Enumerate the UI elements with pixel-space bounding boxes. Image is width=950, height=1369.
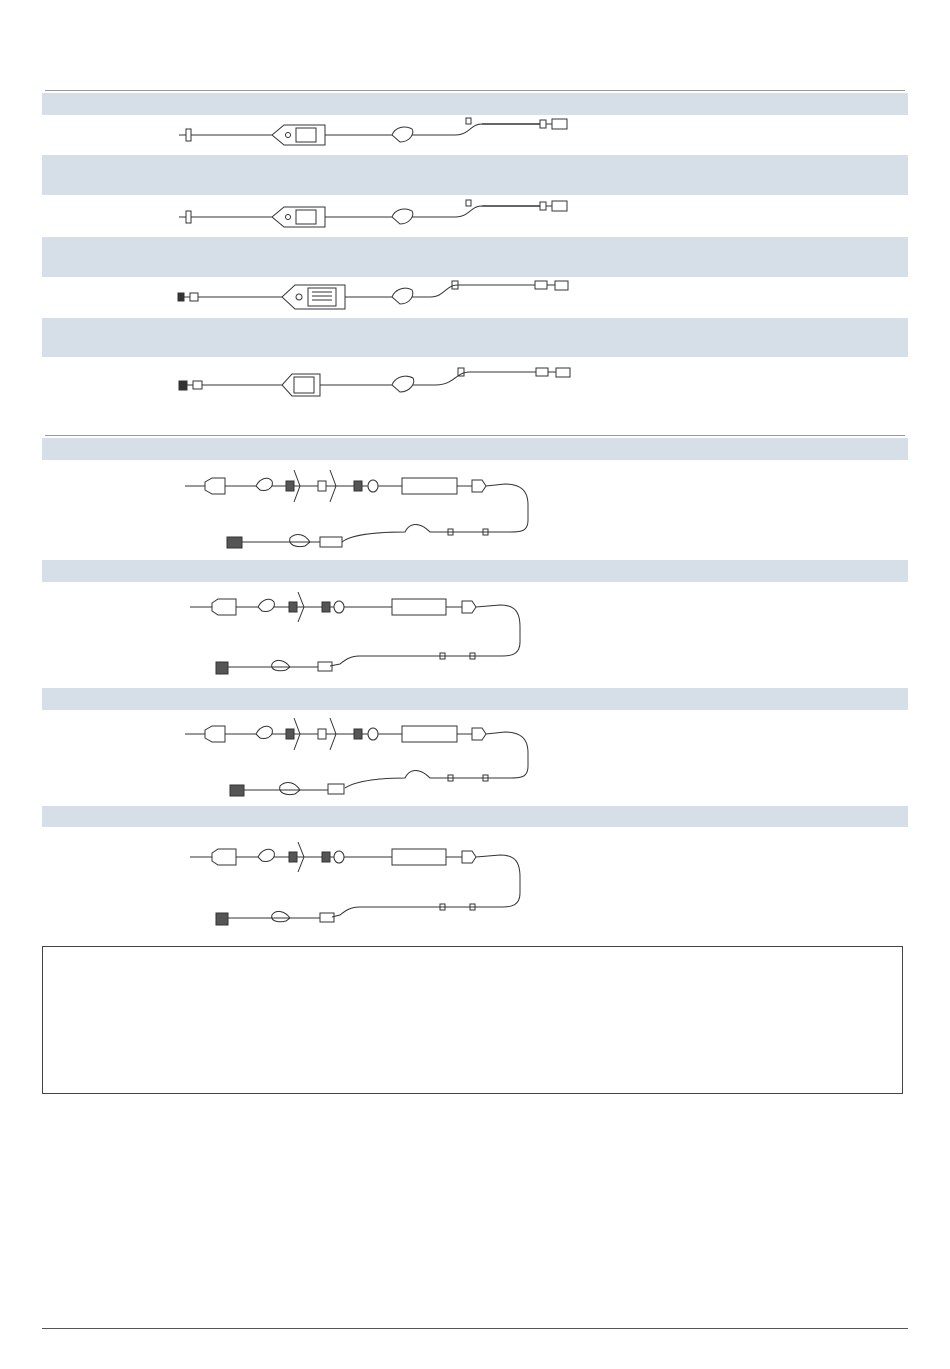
section1-band-2 — [42, 155, 908, 195]
iv-set-drawing-2 — [0, 195, 950, 237]
burette-set-drawing-4 — [0, 827, 950, 937]
iv-set-drawing-1 — [0, 115, 950, 155]
iv-set-drawing-3 — [0, 277, 950, 318]
burette-set-drawing-2 — [0, 582, 950, 688]
section2-band-1 — [42, 438, 908, 460]
footer-divider — [42, 1328, 908, 1329]
section2-band-2 — [42, 560, 908, 582]
burette-set-drawing-1 — [0, 460, 950, 560]
top-divider — [45, 90, 905, 91]
section1-band-4 — [42, 318, 908, 357]
middle-divider — [45, 435, 905, 436]
burette-set-drawing-3 — [0, 710, 950, 806]
section1-band-1 — [42, 93, 908, 115]
section2-band-4 — [42, 806, 908, 827]
section2-band-3 — [42, 688, 908, 710]
section1-band-3 — [42, 237, 908, 277]
iv-set-drawing-4 — [0, 357, 950, 407]
note-box — [42, 946, 903, 1094]
